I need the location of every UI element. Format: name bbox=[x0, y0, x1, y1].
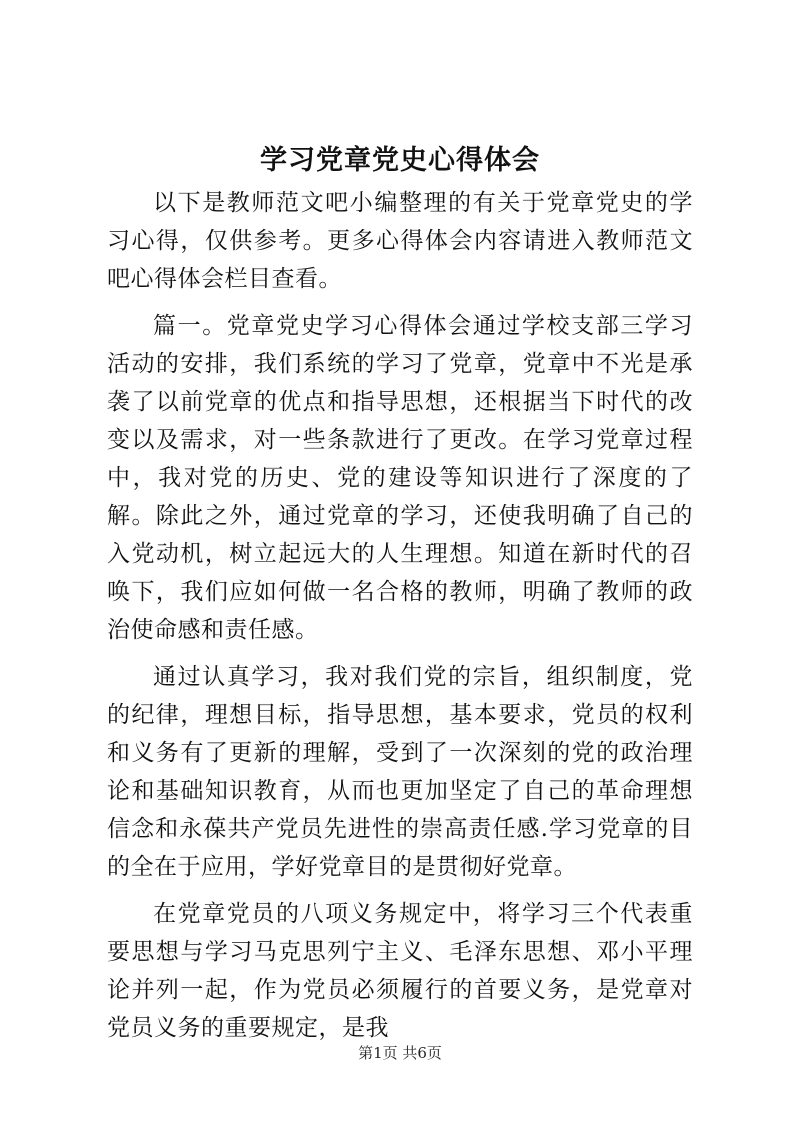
paragraph-member-duties: 在党章党员的八项义务规定中，将学习三个代表重要思想与学习马克思列宁主义、毛泽东思想、邓小平理论并列一起，作为党员必须履行的首要义务，是党章对党员义务的重要规定，是我 bbox=[107, 901, 693, 1041]
page-number-footer: 第1页 共6页 bbox=[358, 1044, 442, 1062]
paragraph-study-understanding: 通过认真学习，我对我们党的宗旨，组织制度，党的纪律，理想目标，指导思想，基本要求，党员的权利和义务有了更新的理解，受到了一次深刻的党的政治理论和基础知识教育，从而也更加坚定了自己的革命理想信念和永葆共产党员先进性的崇高责任感.学习党章的目的全在于应用，学好党章目的是贯彻好党章。 bbox=[107, 664, 693, 880]
paragraph-part-one: 篇一。党章党史学习心得体会通过学校支部三学习活动的安排，我们系统的学习了党章，党章中不光是承袭了以前党章的优点和指导思想，还根据当下时代的改变以及需求，对一些条款进行了更改。在学习党章过程中，我对党的历史、党的建设等知识进行了深度的了解。除此之外，通过党章的学习，还使我明确了自己的入党动机，树立起远大的人生理想。知道在新时代的召唤下，我们应如何做一名合格的教师，明确了教师的政治使命感和责任感。 bbox=[107, 313, 693, 643]
document-body bbox=[107, 184, 693, 1047]
paragraph-intro: 以下是教师范文吧小编整理的有关于党章党史的学习心得，仅供参考。更多心得体会内容请进入教师范文吧心得体会栏目查看。 bbox=[107, 190, 693, 292]
document-title: 学习党章党史心得体会 bbox=[260, 145, 540, 176]
